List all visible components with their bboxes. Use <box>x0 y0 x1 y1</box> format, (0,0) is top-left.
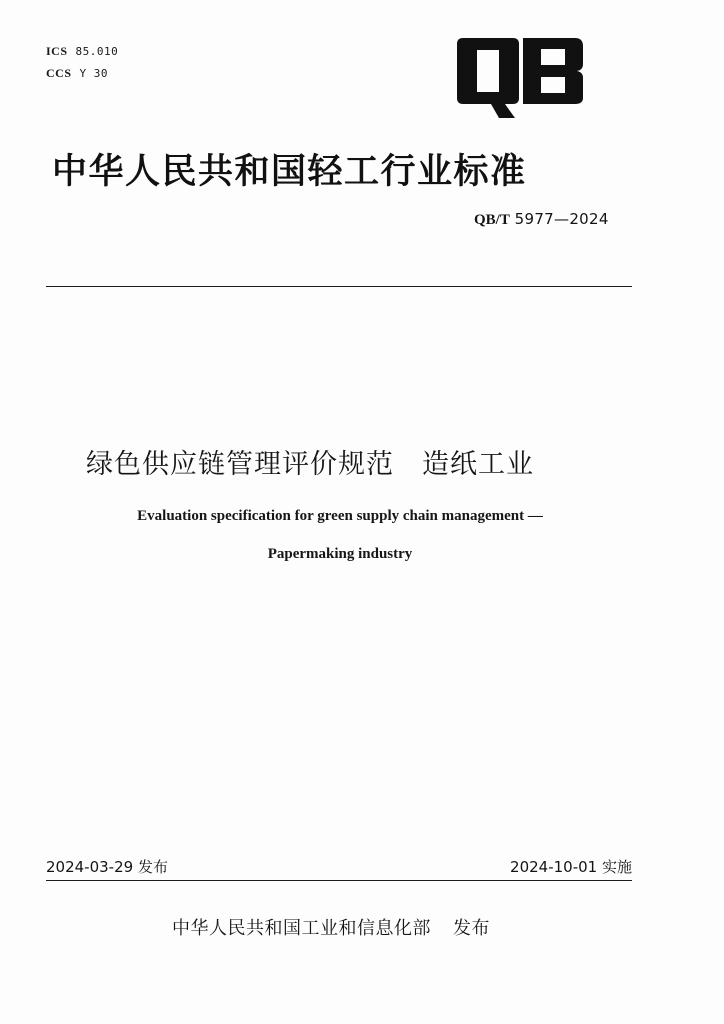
standard-category-title: 中华人民共和国轻工行业标准 <box>52 152 527 192</box>
issuer-name: 中华人民共和国工业和信息化部 <box>172 918 431 939</box>
qb-logo <box>455 38 585 120</box>
issue-date: 2024-03-29 发布 <box>46 858 168 876</box>
top-divider <box>46 286 632 287</box>
document-title-cn <box>86 442 646 481</box>
document-title-en-line2: Papermaking industry <box>267 546 413 562</box>
ccs-label: CCS <box>46 66 72 80</box>
document-title-cn-sub: 造纸工业 <box>422 449 534 480</box>
ccs-code <box>46 66 108 81</box>
standard-number-value: 5977—2024 <box>514 210 609 228</box>
ics-value: 85.010 <box>75 45 119 58</box>
ccs-value: Y 30 <box>79 67 109 80</box>
issuing-authority <box>172 914 490 940</box>
ics-label: ICS <box>46 44 68 58</box>
issuer-action: 发布 <box>453 918 490 939</box>
standard-number <box>474 210 609 229</box>
document-title-cn-main: 绿色供应链管理评价规范 <box>86 449 394 480</box>
standard-number-prefix: QB/T <box>474 212 510 228</box>
implementation-date: 2024-10-01 实施 <box>510 858 632 876</box>
bottom-divider <box>46 880 632 881</box>
document-title-en-line1: Evaluation specification for green supply chain management — <box>137 508 543 524</box>
ics-code <box>46 44 118 59</box>
